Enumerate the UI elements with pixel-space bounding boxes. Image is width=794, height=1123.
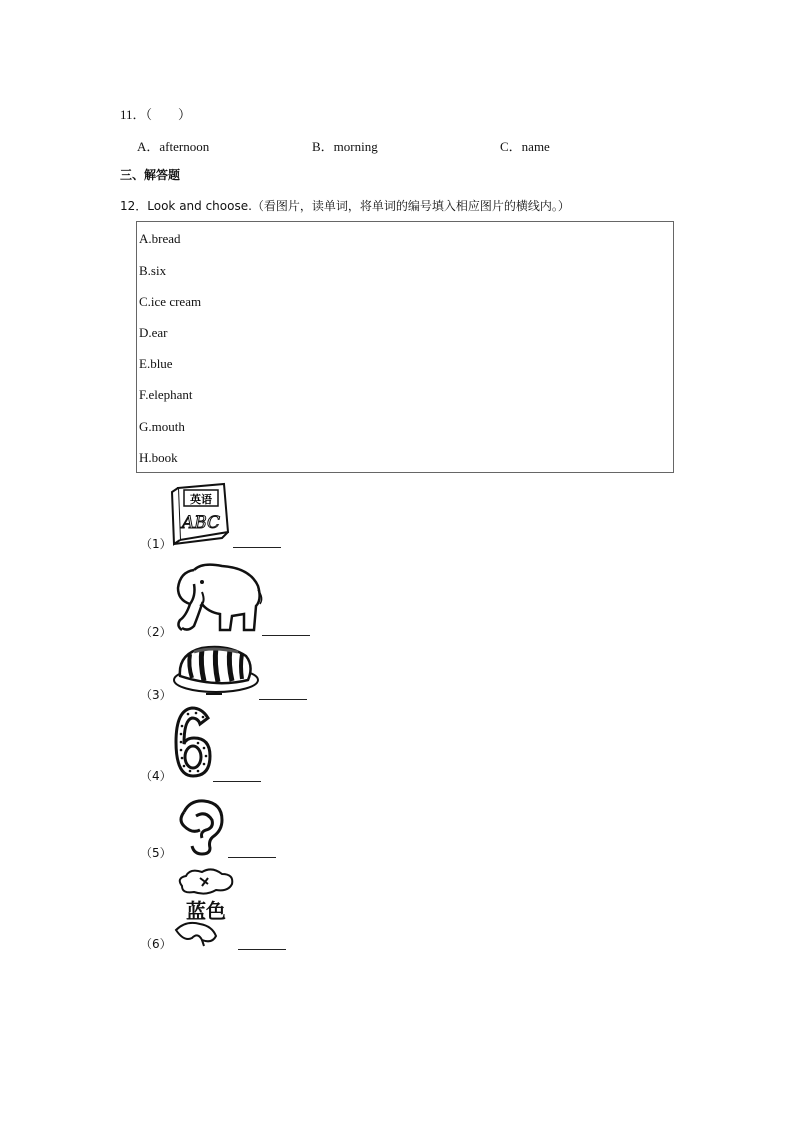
answer-blank-4[interactable]	[213, 780, 261, 782]
word-box	[136, 221, 674, 473]
six-icon	[172, 706, 214, 780]
question-11-number: 11．（ ）	[120, 107, 192, 122]
blue-icon	[172, 868, 238, 948]
word-item: C.ice cream	[139, 294, 202, 309]
option-c	[500, 136, 550, 155]
option-a-letter: A．	[137, 139, 160, 154]
option-c-text: name	[521, 139, 550, 154]
item-3-label: （3）	[140, 688, 172, 702]
option-a-text: afternoon	[159, 139, 210, 154]
item-2-label: （2）	[140, 625, 172, 639]
option-a	[137, 136, 209, 155]
word-item: H.book	[139, 450, 178, 465]
word-item: G.mouth	[139, 419, 185, 434]
elephant-icon	[172, 560, 264, 636]
option-b-letter: B．	[312, 139, 334, 154]
option-b	[312, 136, 378, 155]
word-item: B.six	[139, 263, 167, 278]
answer-blank-2[interactable]	[262, 634, 310, 636]
word-item: E.blue	[139, 356, 173, 371]
blue-picture-text: 蓝色	[186, 899, 226, 923]
word-item: A.bread	[139, 231, 181, 246]
word-item: D.ear	[139, 325, 168, 340]
option-c-letter: C．	[500, 139, 522, 154]
word-item: F.elephant	[139, 387, 193, 402]
item-5-label: （5）	[140, 846, 172, 860]
answer-blank-6[interactable]	[238, 948, 286, 950]
item-4-label: （4）	[140, 769, 172, 783]
bread-icon	[172, 642, 262, 696]
question-12-prompt: 12．Look and choose.（看图片，读单词，将单词的编号填入相应图片的横线内。）	[120, 199, 570, 213]
book-cover-title: 英语	[190, 493, 212, 506]
item-1-label: （1）	[140, 537, 172, 551]
book-cover-letters: ABC	[181, 513, 221, 533]
option-b-text: morning	[333, 139, 378, 154]
section-title: 三、解答题	[120, 168, 181, 182]
answer-blank-5[interactable]	[228, 856, 276, 858]
item-6-label: （6）	[140, 937, 172, 951]
answer-blank-3[interactable]	[259, 698, 307, 700]
ear-icon	[174, 798, 226, 856]
answer-blank-1[interactable]	[233, 546, 281, 548]
book-icon	[170, 482, 230, 546]
